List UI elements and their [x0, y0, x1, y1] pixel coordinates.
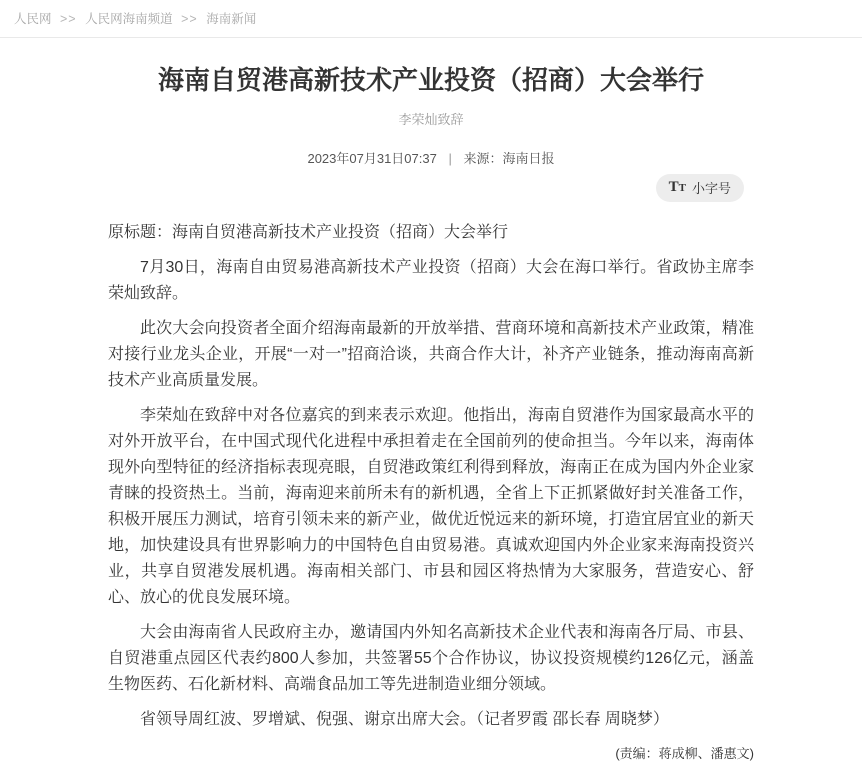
source-link[interactable]: 海南日报 — [502, 151, 555, 166]
font-size-icon: TT — [668, 179, 686, 195]
article-paragraph: 省领导周红波、罗增斌、倪强、谢京出席大会。（记者罗霞 邵长春 周晓梦） — [140, 711, 669, 728]
breadcrumb — [0, 0, 862, 38]
source-label: 来源： — [463, 151, 503, 166]
article-paragraph: 李荣灿在致辞中对各位嘉宾的到来表示欢迎。他指出，海南自贸港作为国家最高水平的对外开放平台，在中国式现代化进程中承担着走在全国前列的使命担当。今年以来，海南体现外向型特征的经济指标表现亮眼，自贸港政策红利得到释放，海南正在成为国内外企业家青睐的投资热土。当前，海南迎来前所未有的新机遇，全省上下正抓紧做好封关准备工作，积极开展压力测试，培育引领未来的新产业，做优近悦远来的新环境，打造宜居宜业的新天地，加快建设具有世界影响力的中国特色自由贸易港。真诚欢迎国内外企业家来海南投资兴业，共享自贸港发展机遇。海南相关部门、市县和园区将热情为大家服务，营造安心、舒心、放心的优良发展环境。 — [108, 407, 754, 606]
breadcrumb-link-peoples-net[interactable]: 人民网 — [14, 12, 52, 26]
article-paragraph: 此次大会向投资者全面介绍海南最新的开放举措、营商环境和高新技术产业政策，精准对接行业龙头企业，开展“一对一”招商洽谈，共商合作大计，补齐产业链条，推动海南高新技术产业高质量发展。 — [108, 320, 754, 389]
breadcrumb-link-hainan-channel[interactable]: 人民网海南频道 — [85, 12, 173, 26]
publish-date: 2023年07月31日07:37 — [307, 151, 437, 166]
article-title: 海南自贸港高新技术产业投资（招商）大会举行 — [157, 65, 704, 95]
article-content — [108, 63, 754, 762]
article-body — [108, 220, 754, 733]
article-paragraph: 7月30日，海南自由贸易港高新技术产业投资（招商）大会在海口举行。省政协主席李荣灿致辞。 — [108, 259, 754, 302]
breadcrumb-separator: >> — [181, 12, 198, 26]
font-size-button[interactable] — [656, 174, 744, 202]
original-title: 原标题：海南自贸港高新技术产业投资（招商）大会举行 — [108, 224, 509, 241]
meta-separator: | — [448, 151, 452, 166]
editor-credit: (责编：蒋成柳、潘惠文) — [615, 746, 754, 761]
breadcrumb-link-hainan-news[interactable]: 海南新闻 — [206, 12, 257, 26]
breadcrumb-separator: >> — [60, 12, 77, 26]
article-paragraph: 大会由海南省人民政府主办，邀请国内外知名高新技术企业代表和海南各厅局、市县、自贸港重点园区代表约800人参加，共签署55个合作协议，协议投资规模约126亿元，涵盖生物医药、石化新材料、高端食品加工等先进制造业细分领域。 — [108, 624, 754, 693]
article-toolbar — [108, 174, 754, 202]
font-size-label: 小字号 — [691, 181, 731, 196]
article-subtitle: 李荣灿致辞 — [398, 112, 464, 127]
article-meta — [108, 148, 754, 167]
